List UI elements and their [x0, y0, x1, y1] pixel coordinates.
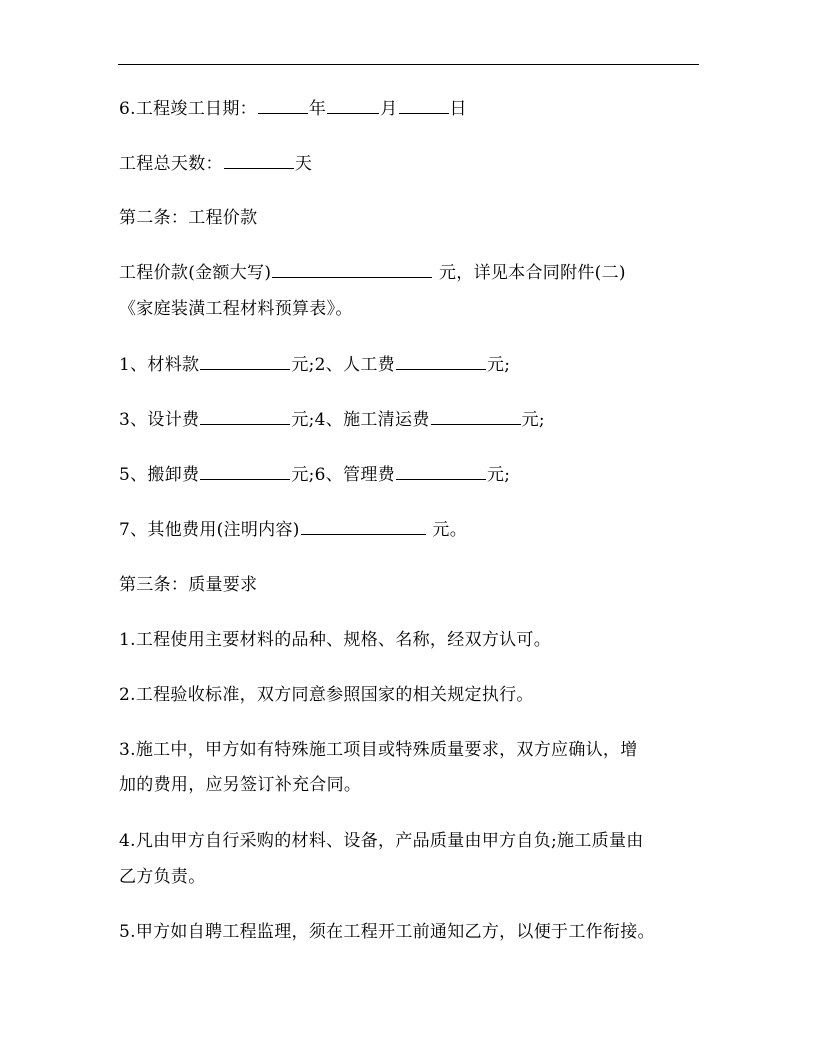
design-fee-label: 3、设计费 — [119, 410, 200, 430]
quality-clause-4-cont: 乙方负责。 — [119, 867, 206, 887]
price-label: 工程价款(金额大写) — [119, 263, 272, 283]
year-label: 年 — [308, 99, 327, 119]
quality-clause-2: 2.工程验收标准，双方同意参照国家的相关规定执行。 — [119, 685, 534, 705]
moving-fee-blank — [200, 463, 290, 480]
header-rule — [118, 64, 699, 65]
price-amount-blank — [272, 261, 432, 278]
section-two-heading: 第二条：工程价款 — [119, 208, 258, 228]
fee-unit: 元; — [521, 410, 545, 430]
year-blank — [258, 97, 308, 114]
quality-clause-4: 4.凡由甲方自行采购的材料、设备，产品质量由甲方自负;施工质量由 — [119, 831, 644, 851]
price-suffix: 元，详见本合同附件(二) — [433, 263, 626, 283]
management-fee-blank — [396, 463, 486, 480]
labor-fee-label: 元;2、人工费 — [291, 355, 395, 375]
total-days-label: 工程总天数： — [119, 154, 223, 174]
total-days-line — [119, 152, 312, 176]
total-days-blank — [224, 152, 294, 169]
fee-unit: 元; — [486, 355, 511, 375]
material-fee-blank — [200, 353, 290, 370]
month-label: 月 — [380, 99, 398, 119]
quality-clause-3: 3.施工中，甲方如有特殊施工项目或特殊质量要求，双方应确认，增 — [119, 740, 638, 760]
price-line — [119, 261, 626, 285]
management-fee-label: 元;6、管理费 — [291, 465, 395, 485]
day-label: 日 — [449, 99, 467, 119]
material-fee-label: 1、材料款 — [119, 355, 200, 375]
fee-line-1 — [119, 353, 510, 377]
other-fee-line — [119, 518, 467, 542]
design-fee-blank — [200, 408, 290, 425]
moving-fee-label: 5、搬卸费 — [119, 465, 200, 485]
other-fee-label: 7、其他费用(注明内容) — [119, 520, 300, 540]
cleanup-fee-blank — [431, 408, 521, 425]
other-fee-blank — [301, 518, 426, 535]
quality-clause-1: 1.工程使用主要材料的品种、规格、名称，经双方认可。 — [119, 630, 552, 650]
day-blank — [399, 97, 449, 114]
cleanup-fee-label: 元;4、施工清运费 — [291, 410, 430, 430]
fee-line-3 — [119, 463, 510, 487]
completion-date-line — [119, 97, 467, 121]
other-fee-suffix: 元。 — [426, 520, 467, 540]
days-unit: 天 — [294, 154, 313, 174]
labor-fee-blank — [396, 353, 486, 370]
section-three-heading: 第三条：质量要求 — [119, 575, 258, 595]
month-blank — [327, 97, 379, 114]
quality-clause-5: 5.甲方如自聘工程监理，须在工程开工前通知乙方，以便于工作衔接。 — [119, 922, 655, 942]
fee-line-2 — [119, 408, 545, 432]
completion-date-label: 6.工程竣工日期： — [119, 99, 257, 119]
budget-table-line: 《家庭装潢工程材料预算表》。 — [119, 299, 353, 319]
fee-unit: 元; — [486, 465, 511, 485]
quality-clause-3-cont: 加的费用，应另签订补充合同。 — [119, 775, 362, 795]
